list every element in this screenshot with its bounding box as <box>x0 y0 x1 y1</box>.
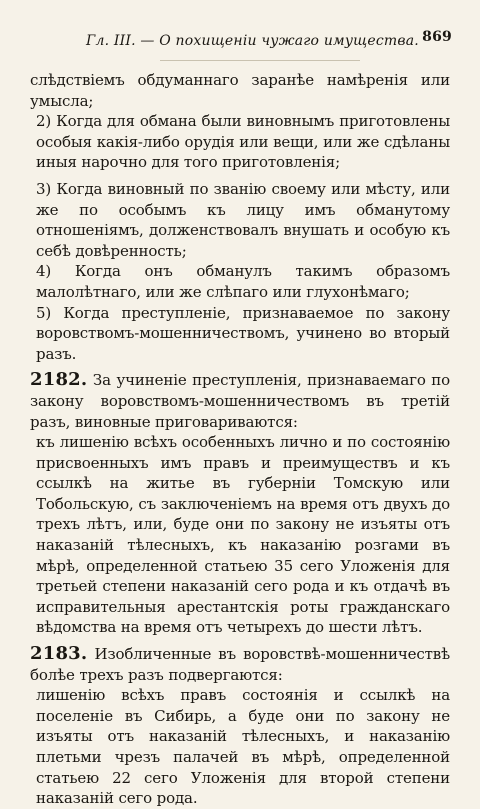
article-2182 <box>30 370 450 638</box>
running-header <box>86 29 452 49</box>
article-2183 <box>30 644 450 809</box>
article-text: лишенію всѣхъ правъ состоянія и ссылкѣ на поселеніе въ Сибирь, а буде они по закону не изъяты отъ наказаній тѣлесныхъ, и наказанію плетьми чрезъ палачей въ мѣрѣ, определенной статьею 22 сего Уложенія для второй степени наказаній сего рода. <box>36 686 450 808</box>
article-text: къ лишенію всѣхъ особенныхъ лично и по состоянію присвоенныхъ имъ правъ и преимуществъ и къ ссылкѣ на житье въ губерніи Томскую или Тобольскую, съ заключеніемъ на время отъ двухъ до трехъ лѣтъ, или, буде они по закону не изъяты отъ наказаній тѣлесныхъ, къ наказанію розгами въ мѣрѣ, определенной статьею 35 сего Уложенія для третьей степени наказаній сего рода и къ отдачѣ въ исправительныя арестантскія роты гражданскаго вѣдомства на время отъ четырехъ до шести лѣтъ. <box>36 433 450 637</box>
article-number: 2182. <box>30 369 88 391</box>
article-heading <box>30 644 450 685</box>
article-intro: За учиненіе преступленія, признаваемаго по закону воровствомъ-мошенничествомъ въ третій разъ, виновные приговариваются: <box>30 371 450 431</box>
clause-3: 3) Когда виновный по званію своему или мѣсту, или же по особымъ къ лицу имъ обманутому отношеніямъ, долженствовалъ внушать и особую къ себѣ довѣренность; <box>36 179 450 260</box>
header-rule <box>160 60 360 61</box>
chapter-title: Гл. III. — О похищеніи чужаго имущества. <box>86 33 419 49</box>
clause-2: 2) Когда для обмана были виновнымъ приготовлены особыя какія-либо орудія или вещи, или же сдѣланы иныя нарочно для того приготовленія; <box>36 112 450 172</box>
paragraph-continuation: слѣдствіемъ обдуманнаго заранѣе намѣренія или умысла; <box>30 71 450 110</box>
clause-5: 5) Когда преступленіе, признаваемое по закону воровствомъ-мошенничествомъ, учинено во вторый разъ. <box>36 303 450 363</box>
page-body <box>30 70 450 809</box>
clause-4: 4) Когда онъ обманулъ такимъ образомъ малолѣтнаго, или же слѣпаго или глухонѣмаго; <box>36 262 450 301</box>
article-intro: Изобличенные въ воровствѣ-мошенничествѣ болѣе трехъ разъ подвергаются: <box>30 645 450 684</box>
article-number: 2183. <box>30 643 88 665</box>
page-number: 869 <box>422 29 452 45</box>
article-heading <box>30 370 450 432</box>
